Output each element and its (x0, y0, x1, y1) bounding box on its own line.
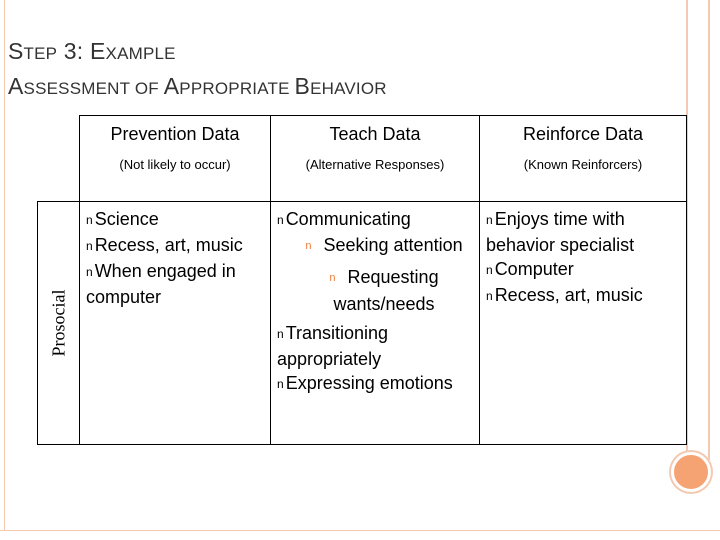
list-item (486, 207, 682, 257)
item-text: Recess, art, music (494, 285, 643, 305)
list-item (86, 233, 266, 259)
teach-cell (271, 202, 480, 445)
sub-bullet-icon: n (329, 272, 336, 284)
sub-item-text: Requesting wants/needs (333, 267, 439, 314)
list-item (277, 371, 475, 397)
header-row (38, 116, 687, 202)
sub-list-item (293, 265, 475, 316)
header-title: Prevention Data (110, 124, 240, 144)
title-segment: S (8, 38, 24, 64)
frame-bottom-line (0, 530, 720, 531)
title-segment: 3: E (57, 38, 106, 64)
bullet-icon: n (86, 213, 93, 227)
row-label-cell (38, 202, 80, 445)
header-subtitle: (Not likely to occur) (119, 157, 231, 172)
prosocial-row (38, 202, 687, 445)
header-reinforce (480, 116, 687, 202)
title-segment: A (163, 73, 180, 99)
item-text: Transitioning appropriately (277, 323, 389, 369)
item-text: Expressing emotions (285, 373, 453, 393)
header-title: Teach Data (329, 124, 421, 144)
list-item (277, 321, 475, 371)
bullet-icon: n (86, 265, 93, 279)
title-segment: XAMPLE (105, 44, 176, 63)
sub-list (277, 233, 475, 316)
sub-list-item (293, 233, 475, 260)
bullet-icon: n (277, 213, 284, 227)
frame-right-rail (686, 0, 710, 460)
title-segment: EHAVIOR (310, 79, 387, 98)
title-line-1 (8, 35, 387, 70)
title-segment: B (294, 73, 311, 99)
bullet-icon: n (486, 213, 493, 227)
title-line-2 (8, 70, 387, 105)
list-item (486, 257, 682, 283)
row-label: Prosocial (48, 289, 68, 357)
title-segment: SSESSMENT OF (23, 79, 164, 98)
item-text: Enjoys time with behavior specialist (486, 209, 635, 255)
bullet-icon: n (486, 289, 493, 303)
bullet-icon: n (277, 327, 284, 341)
item-text: When engaged in computer (86, 261, 236, 307)
title-segment: A (8, 73, 24, 99)
bullet-icon: n (486, 263, 493, 277)
header-teach (271, 116, 480, 202)
header-prevention (80, 116, 271, 202)
list-item (86, 259, 266, 309)
bullet-icon: n (277, 377, 284, 391)
title-segment: TEP (23, 44, 58, 63)
assessment-table (37, 115, 687, 445)
item-text: Science (94, 209, 159, 229)
item-text: Recess, art, music (94, 235, 243, 255)
prevention-cell (80, 202, 271, 445)
title-segment: PPROPRIATE (179, 79, 295, 98)
reinforce-cell (480, 202, 687, 445)
item-text: Computer (494, 259, 574, 279)
frame-left-line (4, 0, 5, 530)
header-subtitle: (Alternative Responses) (305, 157, 445, 172)
header-subtitle: (Known Reinforcers) (523, 157, 643, 172)
list-item (277, 207, 475, 233)
slide-title (8, 35, 387, 105)
item-text: Communicating (285, 209, 411, 229)
accent-circle (671, 452, 711, 492)
sub-item-text: Seeking attention (323, 235, 463, 255)
sub-bullet-icon: n (305, 240, 312, 252)
header-title: Reinforce Data (522, 124, 644, 144)
list-item (86, 207, 266, 233)
list-item (486, 283, 682, 309)
corner-cell (38, 116, 80, 202)
bullet-icon: n (86, 239, 93, 253)
